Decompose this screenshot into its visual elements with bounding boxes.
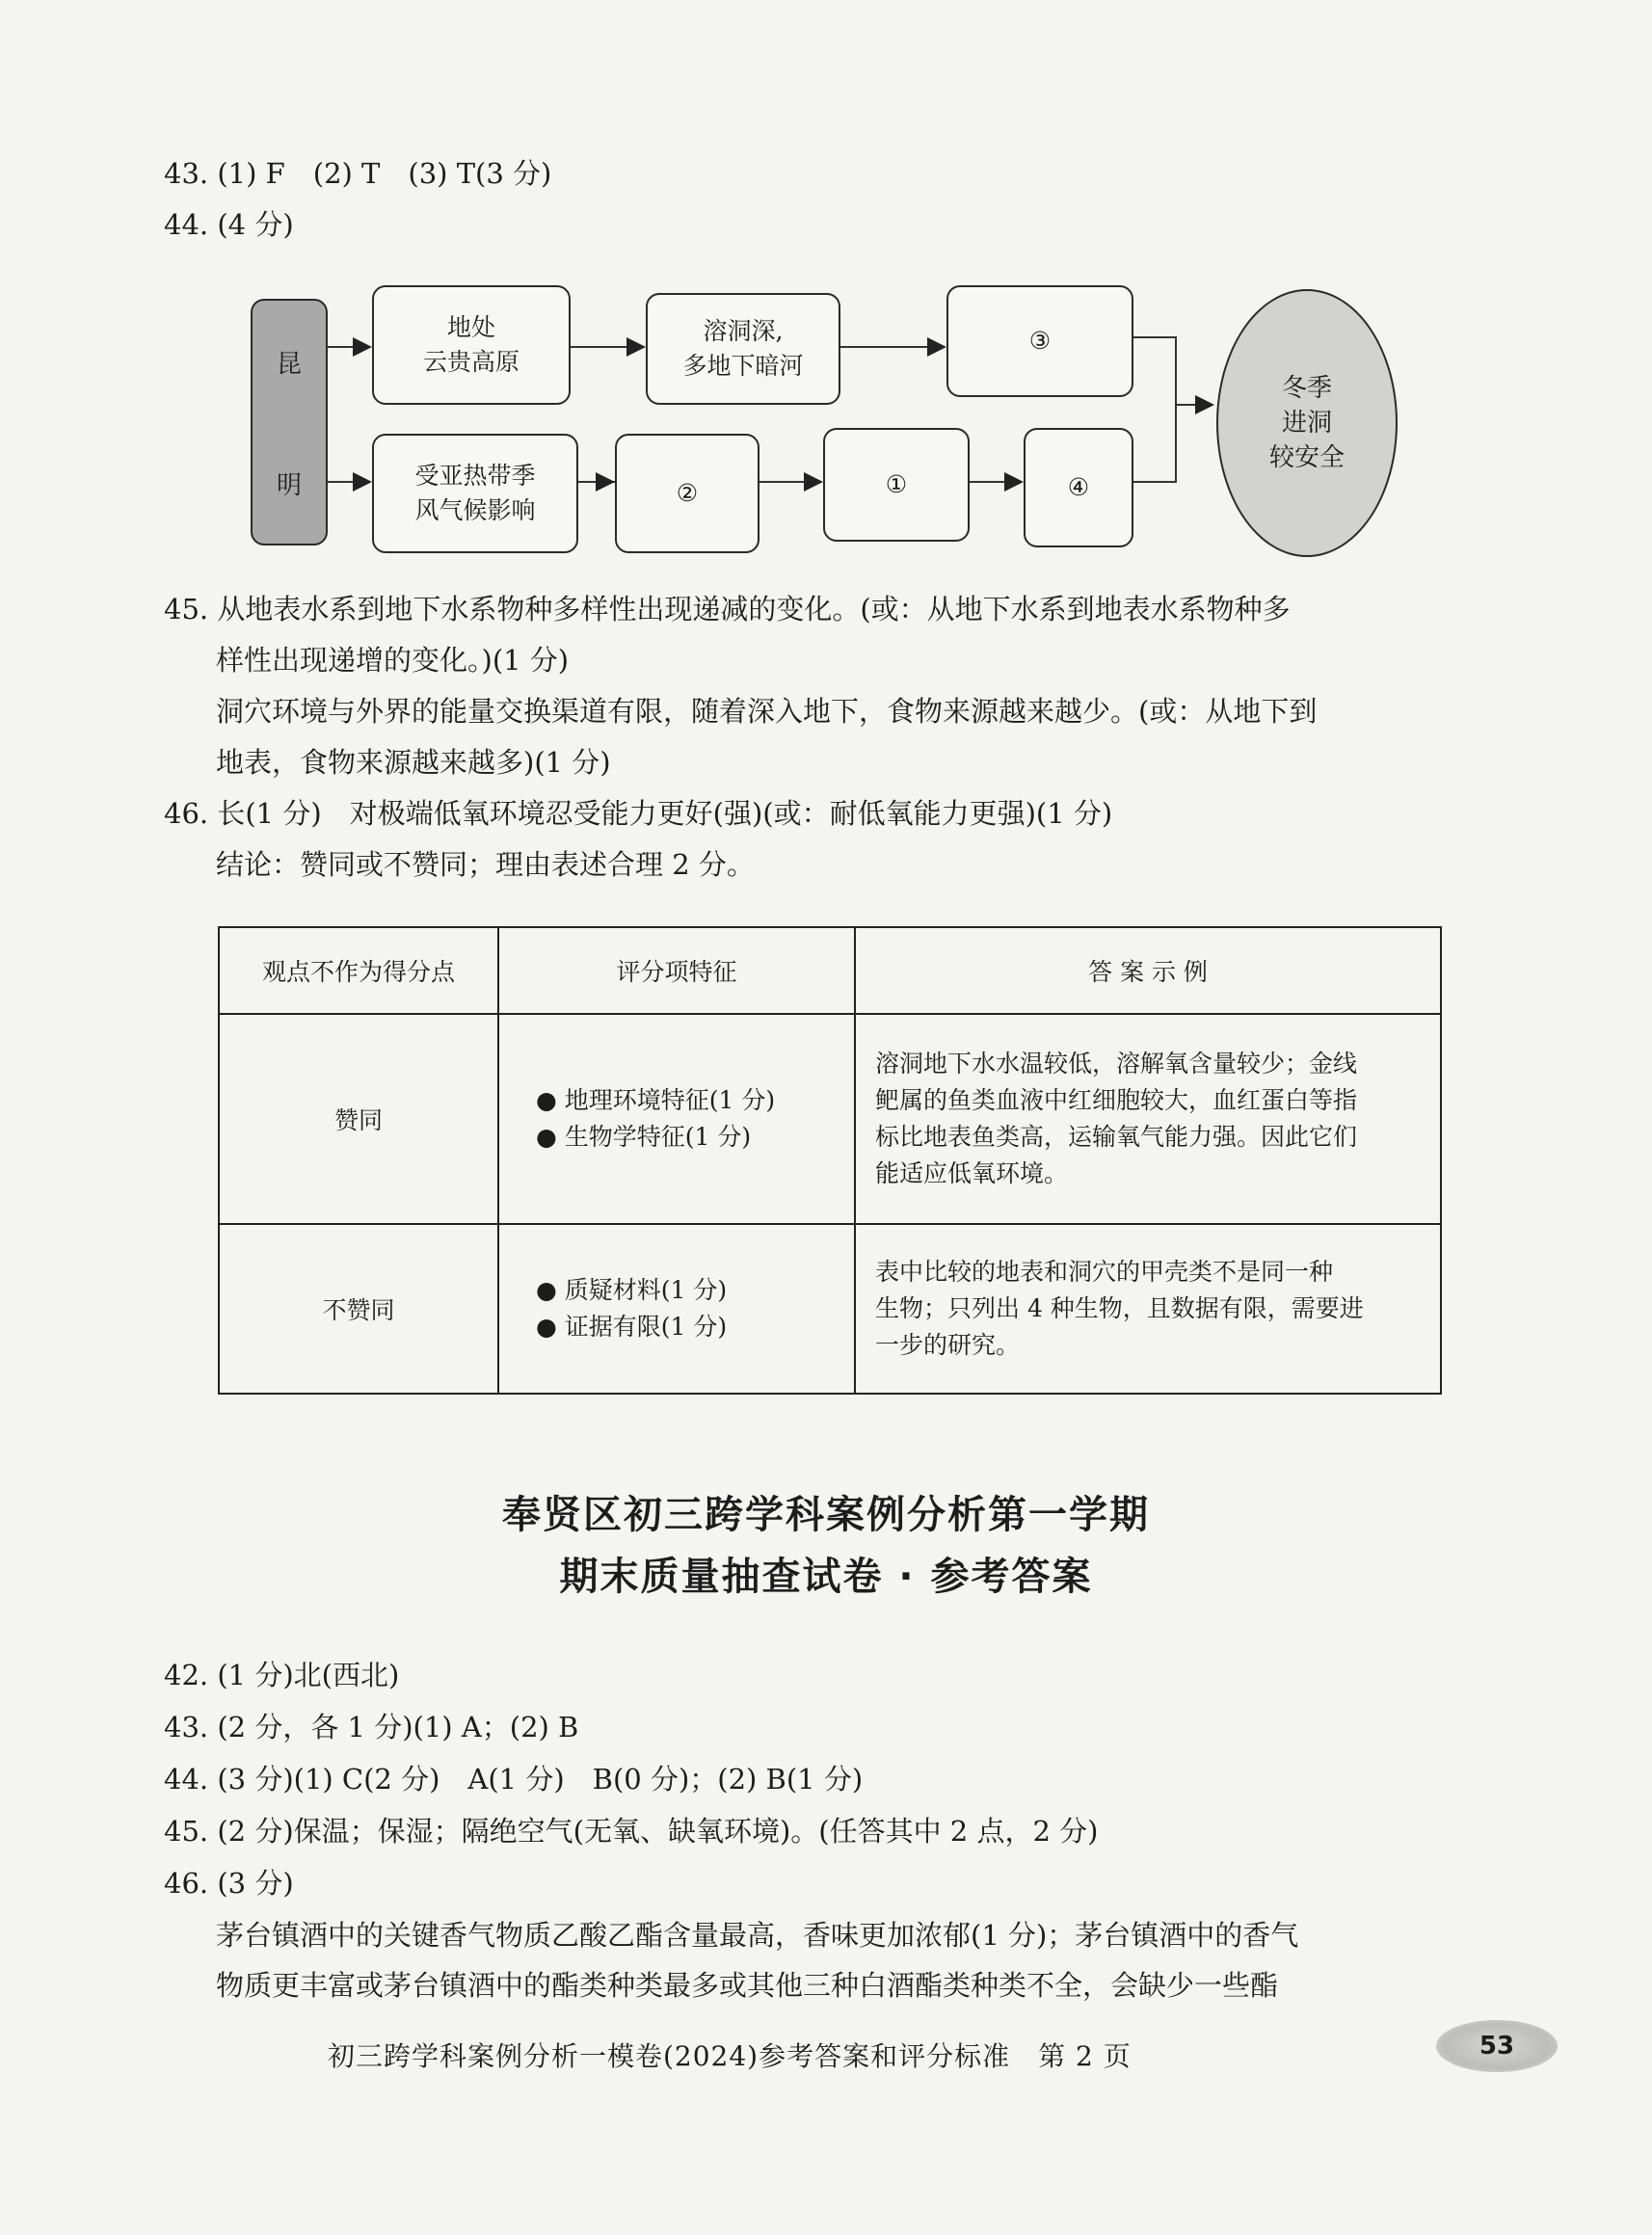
answer-45-line2: 样性出现递增的变化。)(1 分) — [216, 644, 570, 677]
table-cell-features — [498, 1014, 855, 1224]
kunming-char-1: 昆 — [276, 349, 302, 379]
box-label: ③ — [1028, 327, 1052, 355]
table-header: 答 案 示 例 — [855, 927, 1441, 1014]
box-text: 云贵高原 — [422, 348, 520, 376]
flow-diagram — [251, 281, 1407, 561]
table-cell-example — [855, 1224, 1441, 1394]
box-label: ② — [676, 479, 699, 507]
box-blank-2 — [615, 434, 759, 553]
box-text: 风气候影响 — [414, 496, 536, 524]
answer-45: 45. (2 分)保温；保湿；隔绝空气(无氧、缺氧环境)。(任答其中 2 点，2 分) — [164, 1815, 1099, 1848]
answer-46-line1: 46. 长(1 分) 对极端低氧环境忍受能力更好(强)(或：耐低氧能力更强)(1 分) — [164, 797, 1113, 830]
table-cell-example — [855, 1014, 1441, 1224]
answer-46-para-line1: 茅台镇酒中的关键香气物质乙酸乙酯含量最高，香味更加浓郁(1 分)；茅台镇酒中的香气 — [216, 1919, 1299, 1952]
result-text: 冬季 — [1281, 374, 1332, 403]
table-cell-features — [498, 1224, 855, 1394]
box-blank-4 — [1024, 428, 1133, 547]
result-text: 进洞 — [1281, 409, 1332, 438]
box-text: 溶洞深, — [703, 317, 784, 345]
box-label: ① — [885, 470, 908, 498]
feature-item: ● 质疑材料(1 分) — [536, 1276, 728, 1304]
box-monsoon-climate — [372, 434, 578, 553]
box-text: 受亚热带季 — [414, 462, 536, 490]
box-blank-1 — [823, 428, 970, 542]
arrow-bottom-to-result — [1133, 405, 1176, 482]
page-number: 53 — [1479, 2032, 1515, 2061]
box-label: ④ — [1067, 473, 1090, 501]
arrow-top-to-result — [1133, 337, 1212, 405]
scoring-table — [218, 926, 1442, 1395]
table-row — [219, 1014, 1441, 1224]
feature-item: ● 生物学特征(1 分) — [536, 1123, 752, 1151]
table-cell-view: 赞同 — [219, 1014, 498, 1224]
answer-45-line1: 45. 从地表水系到地下水系物种多样性出现递减的变化。(或：从地下水系到地表水系物种多 — [164, 593, 1291, 625]
box-yungui-plateau — [372, 285, 571, 405]
answer-45-line4: 地表，食物来源越来越多)(1 分) — [216, 746, 611, 779]
example-line: 生物；只列出 4 种生物，且数据有限，需要进 — [875, 1294, 1364, 1322]
box-text: 多地下暗河 — [682, 352, 804, 380]
kunming-char-2: 明 — [276, 470, 302, 500]
answer-46-conclusion: 结论：赞同或不赞同；理由表述合理 2 分。 — [216, 848, 755, 881]
answer-45-line3: 洞穴环境与外界的能量交换渠道有限，随着深入地下，食物来源越来越少。(或：从地下到 — [216, 695, 1318, 728]
table-header: 观点不作为得分点 — [219, 927, 498, 1014]
example-line: 表中比较的地表和洞穴的甲壳类不是同一种 — [875, 1258, 1334, 1286]
answer-46-para-line2: 物质更丰富或茅台镇酒中的酯类种类最多或其他三种白酒酯类种类不全，会缺少一些酯 — [216, 1969, 1279, 2002]
feature-item: ● 证据有限(1 分) — [536, 1313, 728, 1341]
result-text: 较安全 — [1268, 443, 1345, 472]
section-title-line1: 奉贤区初三跨学科案例分析第一学期 — [502, 1493, 1150, 1537]
box-blank-3 — [946, 285, 1133, 397]
box-deep-caves — [646, 293, 840, 405]
result-oval — [1216, 289, 1398, 557]
feature-item: ● 地理环境特征(1 分) — [536, 1086, 776, 1114]
example-line: 一步的研究。 — [875, 1331, 1021, 1359]
answer-46: 46. (3 分) — [164, 1867, 294, 1900]
table-cell-view: 不赞同 — [219, 1224, 498, 1394]
answer-42: 42. (1 分)北(西北) — [164, 1659, 400, 1691]
table-header: 评分项特征 — [498, 927, 855, 1014]
example-line: 能适应低氧环境。 — [875, 1159, 1069, 1187]
answer-43: 43. (2 分，各 1 分)(1) A；(2) B — [164, 1711, 579, 1743]
page-number-badge — [1436, 2020, 1558, 2072]
example-line: 鲃属的鱼类血液中红细胞较大，血红蛋白等指 — [875, 1086, 1358, 1114]
example-line: 标比地表鱼类高，运输氧气能力强。因此它们 — [875, 1123, 1358, 1151]
kunming-box — [251, 299, 328, 545]
box-text: 地处 — [446, 313, 495, 341]
table-row — [219, 1224, 1441, 1394]
page-footer: 初三跨学科案例分析一模卷(2024)参考答案和评分标准 第 2 页 — [328, 2040, 1132, 2072]
answer-44: 44. (4 分) — [164, 208, 294, 241]
answer-44: 44. (3 分)(1) C(2 分) A(1 分) B(0 分)；(2) B(1 分) — [164, 1763, 864, 1796]
section-title-line2: 期末质量抽查试卷 · 参考答案 — [559, 1555, 1093, 1599]
table-header-row — [219, 927, 1441, 1014]
answer-43: 43. (1) F (2) T (3) T(3 分) — [164, 157, 552, 190]
example-line: 溶洞地下水水温较低，溶解氧含量较少；金线 — [875, 1050, 1358, 1078]
